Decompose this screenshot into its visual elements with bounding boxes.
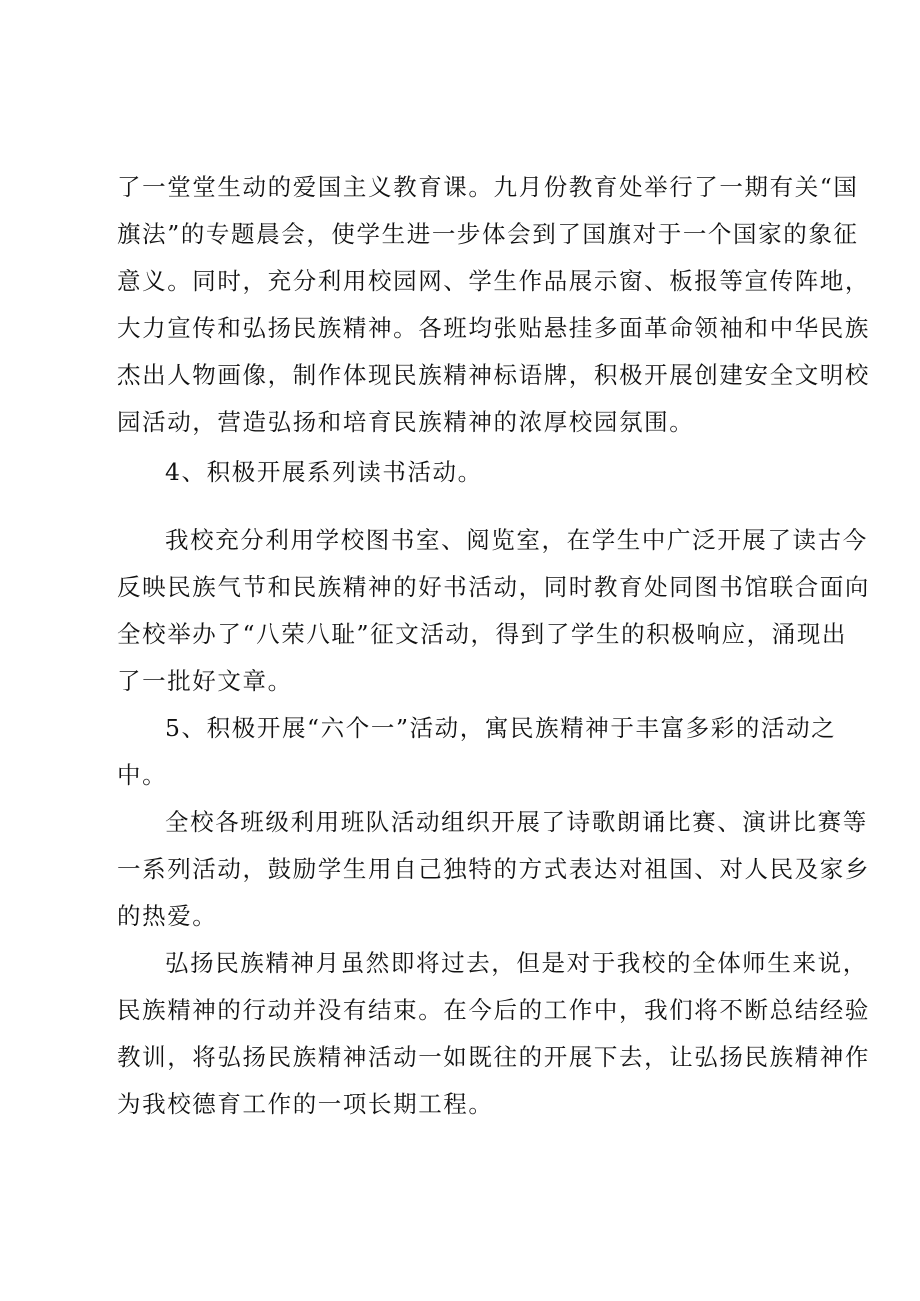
text-line: 大力宣传和弘扬民族精神。各班均张贴悬挂多面革命领袖和中华民族 — [117, 314, 870, 342]
section-heading: 4、积极开展系列读书活动。 — [165, 458, 483, 486]
text-line: 弘扬民族精神月虽然即将过去，但是对于我校的全体师生来说， — [165, 949, 868, 977]
text-line: 全校举办了“八荣八耻”征文活动，得到了学生的积极响应，涌现出 — [117, 620, 848, 648]
text-line: 意义。同时，充分利用校园网、学生作品展示窗、板报等宣传阵地， — [117, 267, 870, 295]
text-line: 为我校德育工作的一项长期工程。 — [117, 1090, 494, 1118]
section-heading-continued: 中。 — [117, 761, 168, 789]
text-line: 杰出人物画像，制作体现民族精神标语牌，积极开展创建安全文明校 — [117, 361, 870, 389]
text-line: 的热爱。 — [117, 902, 218, 930]
text-line: 了一批好文章。 — [117, 667, 293, 695]
text-line: 了一堂堂生动的爱国主义教育课。九月份教育处举行了一期有关“国 — [117, 173, 859, 201]
section-heading: 5、积极开展“六个一”活动，寓民族精神于丰富多彩的活动之 — [165, 714, 837, 742]
text-line: 旗法”的专题晨会，使学生进一步体会到了国旗对于一个国家的象征 — [117, 220, 859, 248]
text-line: 一系列活动，鼓励学生用自己独特的方式表达对祖国、对人民及家乡 — [117, 855, 870, 883]
text-line: 全校各班级利用班队活动组织开展了诗歌朗诵比赛、演讲比赛等 — [165, 808, 868, 836]
text-line: 教训，将弘扬民族精神活动一如既往的开展下去，让弘扬民族精神作 — [117, 1043, 870, 1071]
text-line: 民族精神的行动并没有结束。在今后的工作中，我们将不断总结经验 — [117, 996, 870, 1024]
text-line: 反映民族气节和民族精神的好书活动，同时教育处同图书馆联合面向 — [117, 573, 870, 601]
text-line: 我校充分利用学校图书室、阅览室，在学生中广泛开展了读古今 — [165, 526, 868, 554]
text-line: 园活动，营造弘扬和培育民族精神的浓厚校园氛围。 — [117, 408, 695, 436]
